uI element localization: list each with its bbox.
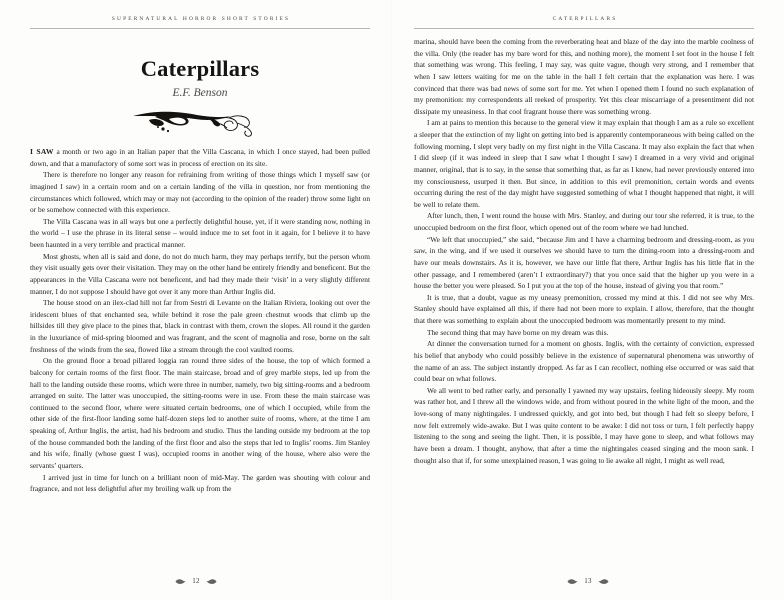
series-title-header: SUPERNATURAL HORROR SHORT STORIES <box>111 16 291 22</box>
right-folio <box>392 577 784 586</box>
header-rule <box>30 28 370 29</box>
page-number: 12 <box>192 577 200 585</box>
folio-ornament-right <box>206 578 217 585</box>
paragraph: There is therefore no longer any reason for refraining from writing of those things which I myself saw (or imagined I saw) in a certain room and on a certain landing of the villa in question, nor from mentioning the circumstances which followed, which may or may not (according to the opinion of the reader) throw some light on or be somehow connected with this experience. <box>30 170 370 215</box>
folio-ornament-right <box>598 578 609 585</box>
paragraph: marina, should have been the coming from the reverberating heat and blaze of the day into the marble coolness of the villa. Only (the reader has my bare word for this, and nothing more), the moment I set foot in the house I felt that something was wrong. This feeling, I may say, was quite vague, though very strong, and I remember that when I saw letters waiting for me on the table in the hall I felt certain that the explanation was here. I was convinced that there was bad news of some sort for me. Yet when I opened them I found no such explanation of my premonition: my correspondents all reeked of prosperity. Yet this clear miscarriage of a presentiment did not dissipate my uneasiness. In that cool fragrant house there was something wrong. <box>414 37 754 116</box>
floral-rule-ornament <box>125 106 275 140</box>
paragraph: It is true, that a doubt, vague as my uneasy premonition, crossed my mind at this. I did not see why Mrs. Stanley should have explained all this, if there had not been more to explain. I allow, therefore, that the thought that there was something to explain about the unoccupied bedroom was momentarily present to my mind. <box>414 292 754 325</box>
story-title-header: CATERPILLARS <box>552 16 618 22</box>
paragraph: “We left that unoccupied,” she said, “because Jim and I have a charming bedroom and dressing-room, as you saw, in the wing, and if we used it ourselves we should have to turn the dining-room into a dressing-room and have our meals downstairs. As it is, however, we have our little flat there, Arthur Inglis has his little flat in the other passage, and I remembered (aren’t I extraordinary?) that you once said that the higher up you were in a house the better you were pleased. So I put you at the top of the house, instead of giving you that room.” <box>414 234 754 291</box>
chapter-author: E.F. Benson <box>172 87 228 99</box>
paragraph: The second thing that may have borne on my dream was this. <box>427 327 609 337</box>
paragraph: I am at pains to mention this because to the general view it may explain that though I am as a rule so excellent a sleeper that the extinction of my light on getting into bed is apparently contemporaneous with being called on the following morning, I slept very badly on my first night in the Villa Cascana. It may also explain the fact that when I did sleep (if it was indeed in sleep that I saw what I thought I saw) I dreamed in a very vivid and original manner, original, that is to say, in the sense that something that, as far as I knew, had never previously entered into my consciousness, usurped it then. But since, in addition to this evil premonition, certain words and events occurring during the rest of the day might have suggested something of what I thought happened that night, it will be well to relate them. <box>414 118 754 209</box>
folio-ornament-left <box>175 578 186 585</box>
paragraph <box>30 146 370 169</box>
right-running-head <box>414 14 754 34</box>
page-number: 13 <box>584 577 592 585</box>
paragraph-text: a month or two ago in an Italian paper that the Villa Cascana, in which I once stayed, had been pulled down, and that a manufactory of some sort was in process of erection on its site. <box>30 147 370 168</box>
chapter-title: Caterpillars <box>140 56 260 81</box>
paragraph: After lunch, then, I went round the house with Mrs. Stanley, and during our tour she referred, it is true, to the unoccupied bedroom on the first floor, which opened out of the room where we had lunched. <box>414 211 754 232</box>
left-text-column <box>30 140 370 600</box>
folio-ornament-left <box>567 578 578 585</box>
header-rule <box>414 28 754 29</box>
left-running-head <box>30 14 370 34</box>
paragraph: The Villa Cascana was in all ways but one a perfectly delightful house, yet, if it were standing now, nothing in the world – I use the phrase in its literal sense – would induce me to set foot in it again, for I believe it to have been haunted in a very terrible and practical manner. <box>30 216 370 249</box>
paragraph: On the ground floor a broad pillared loggia ran round three sides of the house, the top of which formed a balcony for certain rooms of the first floor. The main staircase, broad and of grey marble steps, led up from the hall to the landing outside these rooms, which were three in number, namely, two big sitting-rooms and a bedroom arranged en suite. The latter was unoccupied, the sitting-rooms were in use. From these the main staircase was continued to the second floor, where were situated certain bedrooms, one of which I occupied, while from the other side of the first-floor landing some half-dozen steps led to another suite of rooms, where, at the time I am speaking of, Arthur Inglis, the artist, had his bedroom and studio. Thus the landing outside my bedroom at the top of the house commanded both the landing of the first floor and also the steps that led to Inglis’ rooms. Jim Stanley and his wife, finally (whose guest I was), occupied rooms in another wing of the house, where also were the servants’ quarters. <box>30 356 370 470</box>
right-page <box>392 0 784 600</box>
chapter-heading <box>30 34 370 140</box>
paragraph: The house stood on an ilex-clad hill not far from Sestri di Levante on the Italian Riviera, looking out over the iridescent blues of that enchanted sea, while behind it rose the pale green chestnut woods that climb up the hillsides till they give place to the pines that, black in contrast with them, crown the slopes. All round it the garden in the luxuriance of mid-spring bloomed and was fragrant, and the scent of magnolia and rose, borne on the salt freshness of the winds from the sea, flowed like a stream through the cool vaulted rooms. <box>30 298 370 354</box>
opening-small-caps: I SAW <box>30 147 54 156</box>
left-folio <box>0 577 392 586</box>
paragraph: At dinner the conversation turned for a moment on ghosts. Inglis, with the certainty of conviction, expressed his belief that anybody who could possibly believe in the existence of supernatural phenomena was unworthy of the name of an ass. The subject instantly dropped. As far as I can recollect, nothing else occurred or was said that could bear on what follows. <box>414 339 754 384</box>
paragraph: Most ghosts, when all is said and done, do not do much harm, they may perhaps terrify, but the person whom they visit usually gets over their visitation. They may on the other hand be entirely friendly and beneficent. But the appearances in the Villa Cascana were not beneficent, and had they made their ‘visit’ in a very slightly different manner, I do not suppose I should have got over it any more than Arthur Inglis did. <box>30 251 370 296</box>
paragraph: I arrived just in time for lunch on a brilliant noon of mid-May. The garden was shouting with colour and fragrance, and not less delightful after my broiling walk up from the <box>30 472 370 494</box>
right-text-column <box>414 34 754 600</box>
paragraph: We all went to bed rather early, and personally I yawned my way upstairs, feeling hideously sleepy. My room was rather hot, and I threw all the windows wide, and from without poured in the white light of the moon, and the love-song of many nightingales. I undressed quickly, and got into bed, but though I had felt so sleepy before, I now felt extremely wide-awake. But I was quite content to be awake: I did not toss or turn, I felt perfectly happy listening to the song and seeing the light. Then, it is possible, I may have gone to sleep, and what follows may have been a dream. I thought, anyhow, that after a time the nightingales ceased singing and the moon sank. I thought also that if, for some unexplained reason, I was going to lie awake all night, I might as well read, <box>414 385 754 465</box>
